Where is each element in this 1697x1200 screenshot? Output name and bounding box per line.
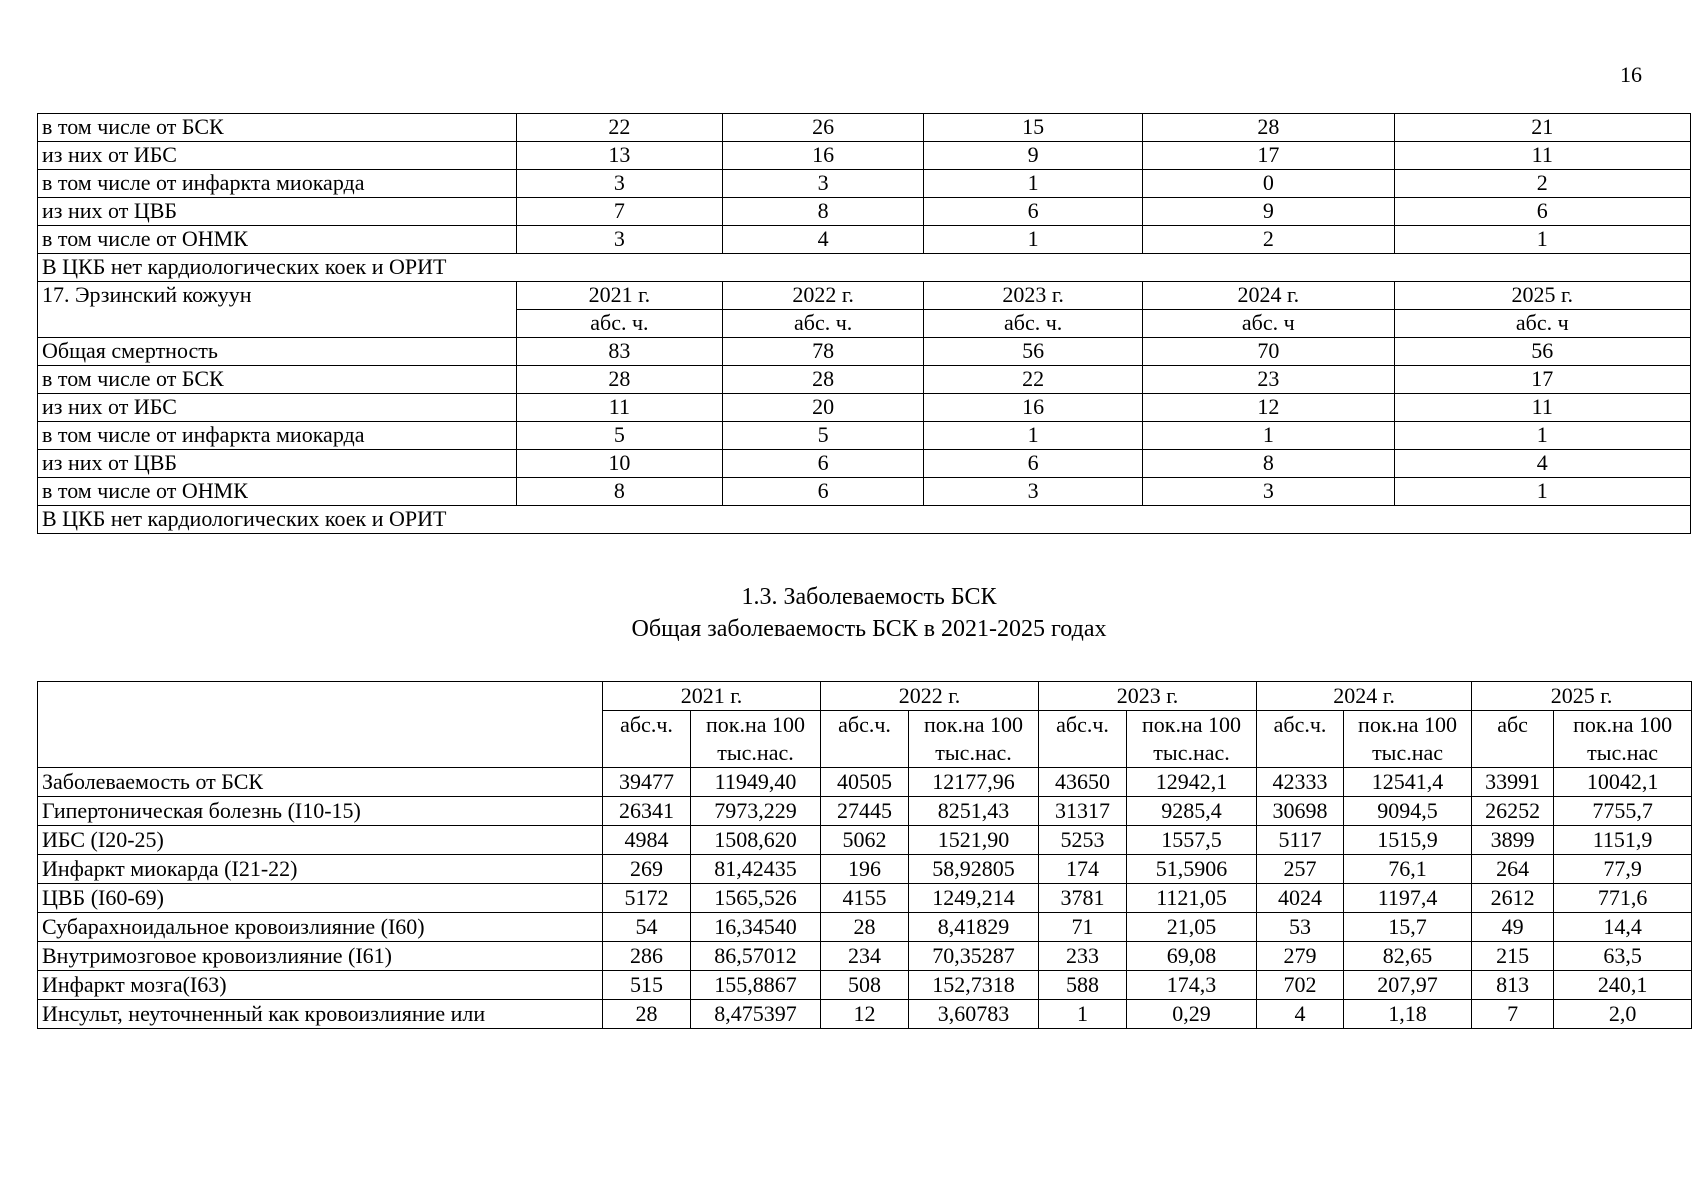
year-header: 2024 г. xyxy=(1257,682,1472,711)
table-row xyxy=(38,394,1691,422)
value-cell: 6 xyxy=(1394,198,1690,226)
value-cell: 1 xyxy=(924,226,1143,254)
value-cell: 63,5 xyxy=(1554,942,1692,971)
value-cell: 11 xyxy=(1394,142,1690,170)
year-header: 2023 г. xyxy=(924,282,1143,310)
row-label: из них от ИБС xyxy=(38,142,517,170)
value-cell: 515 xyxy=(603,971,691,1000)
mortality-region-rows xyxy=(38,338,1691,506)
value-cell: 28 xyxy=(1143,114,1394,142)
region-header-row xyxy=(38,282,1691,310)
value-cell: 269 xyxy=(603,855,691,884)
row-label: в том числе от инфаркта миокарда xyxy=(38,422,517,450)
value-cell: 155,8867 xyxy=(691,971,821,1000)
value-cell: 3 xyxy=(516,170,722,198)
value-cell: 6 xyxy=(723,478,924,506)
table-row xyxy=(38,450,1691,478)
value-cell: 1557,5 xyxy=(1127,826,1257,855)
value-cell: 4 xyxy=(1257,1000,1344,1029)
unit-header: абс. ч. xyxy=(516,310,722,338)
value-cell: 1 xyxy=(1394,422,1690,450)
value-cell: 9285,4 xyxy=(1127,797,1257,826)
value-cell: 11949,40 xyxy=(691,768,821,797)
empty-header-cell xyxy=(821,739,909,768)
empty-header-cell xyxy=(1472,739,1554,768)
value-cell: 196 xyxy=(821,855,909,884)
value-cell: 8 xyxy=(1143,450,1394,478)
empty-header-cell xyxy=(38,682,603,711)
value-cell: 20 xyxy=(723,394,924,422)
value-cell: 240,1 xyxy=(1554,971,1692,1000)
value-cell: 58,92805 xyxy=(909,855,1039,884)
table-row xyxy=(38,478,1691,506)
value-cell: 1 xyxy=(1394,226,1690,254)
value-cell: 12942,1 xyxy=(1127,768,1257,797)
table-row xyxy=(38,366,1691,394)
value-cell: 12 xyxy=(821,1000,909,1029)
row-label: Инфаркт миокарда (I21-22) xyxy=(38,855,603,884)
value-cell: 1515,9 xyxy=(1344,826,1472,855)
value-cell: 5 xyxy=(723,422,924,450)
value-cell: 152,7318 xyxy=(909,971,1039,1000)
value-cell: 16 xyxy=(723,142,924,170)
value-cell: 14,4 xyxy=(1554,913,1692,942)
table-row xyxy=(38,198,1691,226)
section-subtitle: Общая заболеваемость БСК в 2021-2025 годах xyxy=(631,616,1107,642)
value-cell: 78 xyxy=(723,338,924,366)
value-cell: 8 xyxy=(516,478,722,506)
rate-header-line1: пок.на 100 xyxy=(1554,711,1692,740)
value-cell: 3 xyxy=(924,478,1143,506)
value-cell: 51,5906 xyxy=(1127,855,1257,884)
morbidity-table xyxy=(37,681,1692,1029)
value-cell: 5 xyxy=(516,422,722,450)
value-cell: 588 xyxy=(1039,971,1127,1000)
table-row xyxy=(38,913,1692,942)
value-cell: 174,3 xyxy=(1127,971,1257,1000)
value-cell: 0 xyxy=(1143,170,1394,198)
value-cell: 8251,43 xyxy=(909,797,1039,826)
table-row xyxy=(38,942,1692,971)
rate-header-line2: тыс.нас. xyxy=(691,739,821,768)
abs-header: абс.ч. xyxy=(1039,711,1127,740)
value-cell: 33991 xyxy=(1472,768,1554,797)
value-cell: 3781 xyxy=(1039,884,1127,913)
value-cell: 12 xyxy=(1143,394,1394,422)
unit-header: абс. ч xyxy=(1394,310,1690,338)
value-cell: 4024 xyxy=(1257,884,1344,913)
row-label: Общая смертность xyxy=(38,338,517,366)
value-cell: 174 xyxy=(1039,855,1127,884)
row-label: в том числе от БСК xyxy=(38,114,517,142)
value-cell: 17 xyxy=(1143,142,1394,170)
note-text: В ЦКБ нет кардиологических коек и ОРИТ xyxy=(38,506,1691,534)
value-cell: 16,34540 xyxy=(691,913,821,942)
value-cell: 8,41829 xyxy=(909,913,1039,942)
abs-header: абс xyxy=(1472,711,1554,740)
row-label: ЦВБ (I60-69) xyxy=(38,884,603,913)
row-label: Внутримозговое кровоизлияние (I61) xyxy=(38,942,603,971)
row-label: в том числе от ОНМК xyxy=(38,478,517,506)
empty-header-cell xyxy=(603,739,691,768)
row-label: в том числе от инфаркта миокарда xyxy=(38,170,517,198)
value-cell: 2612 xyxy=(1472,884,1554,913)
value-cell: 9 xyxy=(1143,198,1394,226)
value-cell: 1 xyxy=(1039,1000,1127,1029)
value-cell: 1 xyxy=(924,170,1143,198)
table-row xyxy=(38,826,1692,855)
row-label: в том числе от ОНМК xyxy=(38,226,517,254)
value-cell: 12541,4 xyxy=(1344,768,1472,797)
value-cell: 4 xyxy=(1394,450,1690,478)
value-cell: 56 xyxy=(924,338,1143,366)
value-cell: 286 xyxy=(603,942,691,971)
table-row xyxy=(38,170,1691,198)
empty-header-cell xyxy=(1039,739,1127,768)
value-cell: 1565,526 xyxy=(691,884,821,913)
value-cell: 1 xyxy=(924,422,1143,450)
table-row xyxy=(38,422,1691,450)
mortality-top-rows xyxy=(38,114,1691,254)
rate-header-line1: пок.на 100 xyxy=(1344,711,1472,740)
value-cell: 77,9 xyxy=(1554,855,1692,884)
value-cell: 30698 xyxy=(1257,797,1344,826)
year-header: 2021 г. xyxy=(516,282,722,310)
value-cell: 5172 xyxy=(603,884,691,913)
row-label: Заболеваемость от БСК xyxy=(38,768,603,797)
unit-header: абс. ч. xyxy=(723,310,924,338)
value-cell: 11 xyxy=(1394,394,1690,422)
value-cell: 233 xyxy=(1039,942,1127,971)
value-cell: 7 xyxy=(1472,1000,1554,1029)
abs-header: абс.ч. xyxy=(821,711,909,740)
value-cell: 2,0 xyxy=(1554,1000,1692,1029)
value-cell: 71 xyxy=(1039,913,1127,942)
value-cell: 40505 xyxy=(821,768,909,797)
value-cell: 3 xyxy=(723,170,924,198)
note-row xyxy=(38,506,1691,534)
value-cell: 13 xyxy=(516,142,722,170)
row-label: Инфаркт мозга(I63) xyxy=(38,971,603,1000)
rate-header-line2: тыс.нас xyxy=(1554,739,1692,768)
unit-header: абс. ч xyxy=(1143,310,1394,338)
value-cell: 56 xyxy=(1394,338,1690,366)
year-header: 2022 г. xyxy=(723,282,924,310)
value-cell: 69,08 xyxy=(1127,942,1257,971)
value-cell: 28 xyxy=(516,366,722,394)
value-cell: 83 xyxy=(516,338,722,366)
table-row xyxy=(38,797,1692,826)
value-cell: 0,29 xyxy=(1127,1000,1257,1029)
abs-header: абс.ч. xyxy=(1257,711,1344,740)
note-row xyxy=(38,254,1691,282)
unit-header: абс. ч. xyxy=(924,310,1143,338)
value-cell: 3,60783 xyxy=(909,1000,1039,1029)
value-cell: 82,65 xyxy=(1344,942,1472,971)
table-row xyxy=(38,142,1691,170)
value-cell: 81,42435 xyxy=(691,855,821,884)
value-cell: 5253 xyxy=(1039,826,1127,855)
value-cell: 70,35287 xyxy=(909,942,1039,971)
table-row xyxy=(38,338,1691,366)
value-cell: 4155 xyxy=(821,884,909,913)
morbidity-year-row xyxy=(38,682,1692,711)
row-label: Гипертоническая болезнь (I10-15) xyxy=(38,797,603,826)
value-cell: 26 xyxy=(723,114,924,142)
value-cell: 43650 xyxy=(1039,768,1127,797)
value-cell: 15,7 xyxy=(1344,913,1472,942)
value-cell: 207,97 xyxy=(1344,971,1472,1000)
value-cell: 28 xyxy=(723,366,924,394)
value-cell: 264 xyxy=(1472,855,1554,884)
rate-header-line2: тыс.нас. xyxy=(1127,739,1257,768)
value-cell: 9 xyxy=(924,142,1143,170)
value-cell: 1508,620 xyxy=(691,826,821,855)
value-cell: 6 xyxy=(723,450,924,478)
table-row xyxy=(38,971,1692,1000)
year-header: 2024 г. xyxy=(1143,282,1394,310)
value-cell: 28 xyxy=(603,1000,691,1029)
value-cell: 2 xyxy=(1394,170,1690,198)
row-label: из них от ИБС xyxy=(38,394,517,422)
value-cell: 9094,5 xyxy=(1344,797,1472,826)
value-cell: 49 xyxy=(1472,913,1554,942)
value-cell: 54 xyxy=(603,913,691,942)
value-cell: 26252 xyxy=(1472,797,1554,826)
value-cell: 702 xyxy=(1257,971,1344,1000)
value-cell: 8,475397 xyxy=(691,1000,821,1029)
value-cell: 7 xyxy=(516,198,722,226)
row-label: из них от ЦВБ xyxy=(38,450,517,478)
rate-header-line2: тыс.нас xyxy=(1344,739,1472,768)
row-label: ИБС (I20-25) xyxy=(38,826,603,855)
value-cell: 5062 xyxy=(821,826,909,855)
rate-header-line1: пок.на 100 xyxy=(691,711,821,740)
abs-header: абс.ч. xyxy=(603,711,691,740)
year-header: 2023 г. xyxy=(1039,682,1257,711)
table-row xyxy=(38,884,1692,913)
value-cell: 5117 xyxy=(1257,826,1344,855)
value-cell: 26341 xyxy=(603,797,691,826)
value-cell: 17 xyxy=(1394,366,1690,394)
value-cell: 3 xyxy=(1143,478,1394,506)
row-label: из них от ЦВБ xyxy=(38,198,517,226)
empty-header-cell xyxy=(38,739,603,768)
value-cell: 3 xyxy=(516,226,722,254)
value-cell: 1121,05 xyxy=(1127,884,1257,913)
value-cell: 508 xyxy=(821,971,909,1000)
value-cell: 1197,4 xyxy=(1344,884,1472,913)
value-cell: 21,05 xyxy=(1127,913,1257,942)
value-cell: 21 xyxy=(1394,114,1690,142)
value-cell: 53 xyxy=(1257,913,1344,942)
page-number: 16 xyxy=(1620,62,1642,87)
value-cell: 31317 xyxy=(1039,797,1127,826)
value-cell: 22 xyxy=(924,366,1143,394)
value-cell: 1249,214 xyxy=(909,884,1039,913)
value-cell: 12177,96 xyxy=(909,768,1039,797)
value-cell: 257 xyxy=(1257,855,1344,884)
value-cell: 22 xyxy=(516,114,722,142)
table-row xyxy=(38,226,1691,254)
section-title: 1.3. Заболеваемость БСК xyxy=(741,584,997,610)
row-label: Субарахноидальное кровоизлияние (I60) xyxy=(38,913,603,942)
value-cell: 1 xyxy=(1394,478,1690,506)
value-cell: 39477 xyxy=(603,768,691,797)
value-cell: 8 xyxy=(723,198,924,226)
value-cell: 279 xyxy=(1257,942,1344,971)
empty-header-cell xyxy=(38,711,603,740)
morbidity-sub-row-2 xyxy=(38,739,1692,768)
row-label: в том числе от БСК xyxy=(38,366,517,394)
year-header: 2021 г. xyxy=(603,682,821,711)
value-cell: 76,1 xyxy=(1344,855,1472,884)
value-cell: 11 xyxy=(516,394,722,422)
morbidity-rows xyxy=(38,768,1692,1029)
value-cell: 2 xyxy=(1143,226,1394,254)
value-cell: 10 xyxy=(516,450,722,478)
value-cell: 7973,229 xyxy=(691,797,821,826)
region-label: 17. Эрзинский кожуун xyxy=(38,282,517,338)
value-cell: 4984 xyxy=(603,826,691,855)
table-row xyxy=(38,768,1692,797)
row-label: Инсульт, неуточненный как кровоизлияние или xyxy=(38,1000,603,1029)
year-header: 2025 г. xyxy=(1472,682,1692,711)
mortality-table xyxy=(37,113,1691,534)
value-cell: 813 xyxy=(1472,971,1554,1000)
rate-header-line1: пок.на 100 xyxy=(909,711,1039,740)
value-cell: 1 xyxy=(1143,422,1394,450)
value-cell: 28 xyxy=(821,913,909,942)
value-cell: 16 xyxy=(924,394,1143,422)
table-row xyxy=(38,1000,1692,1029)
value-cell: 10042,1 xyxy=(1554,768,1692,797)
rate-header-line1: пок.на 100 xyxy=(1127,711,1257,740)
note-text: В ЦКБ нет кардиологических коек и ОРИТ xyxy=(38,254,1691,282)
value-cell: 6 xyxy=(924,450,1143,478)
table-row xyxy=(38,114,1691,142)
table-row xyxy=(38,855,1692,884)
year-header: 2025 г. xyxy=(1394,282,1690,310)
year-header: 2022 г. xyxy=(821,682,1039,711)
value-cell: 15 xyxy=(924,114,1143,142)
empty-header-cell xyxy=(1257,739,1344,768)
value-cell: 4 xyxy=(723,226,924,254)
value-cell: 215 xyxy=(1472,942,1554,971)
rate-header-line2: тыс.нас. xyxy=(909,739,1039,768)
morbidity-sub-row-1 xyxy=(38,711,1692,740)
value-cell: 771,6 xyxy=(1554,884,1692,913)
value-cell: 7755,7 xyxy=(1554,797,1692,826)
value-cell: 1,18 xyxy=(1344,1000,1472,1029)
value-cell: 70 xyxy=(1143,338,1394,366)
value-cell: 27445 xyxy=(821,797,909,826)
value-cell: 234 xyxy=(821,942,909,971)
value-cell: 86,57012 xyxy=(691,942,821,971)
value-cell: 3899 xyxy=(1472,826,1554,855)
value-cell: 42333 xyxy=(1257,768,1344,797)
value-cell: 1151,9 xyxy=(1554,826,1692,855)
value-cell: 6 xyxy=(924,198,1143,226)
value-cell: 1521,90 xyxy=(909,826,1039,855)
value-cell: 23 xyxy=(1143,366,1394,394)
